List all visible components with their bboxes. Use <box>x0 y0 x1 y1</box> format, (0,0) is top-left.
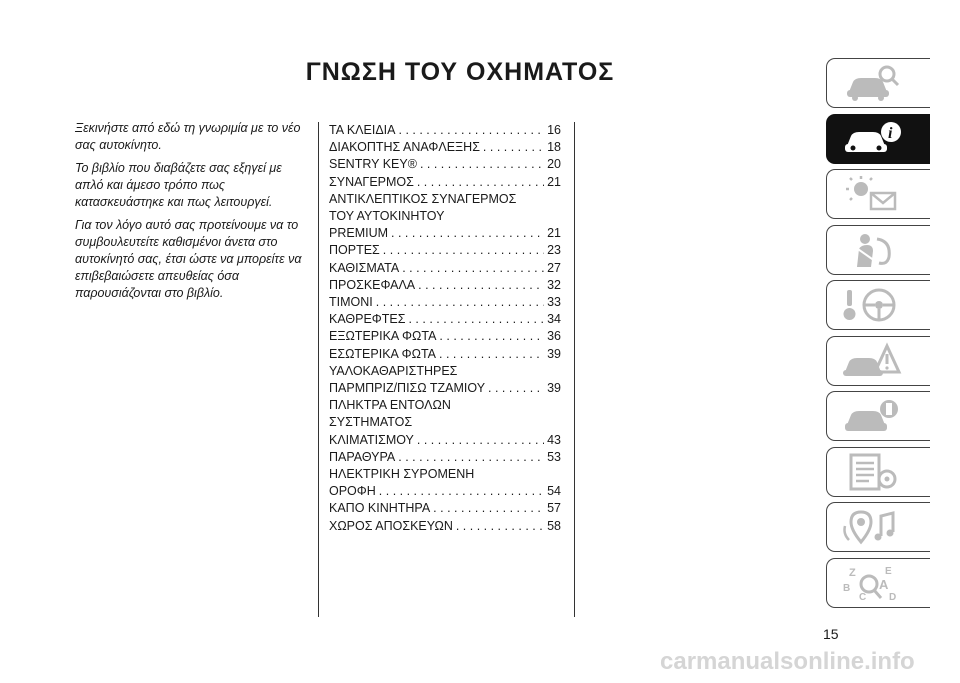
toc-leader-dots <box>433 500 544 517</box>
toc-leader-dots <box>383 242 544 259</box>
toc-entry-page: 27 <box>547 260 561 275</box>
toc-entry <box>329 397 561 414</box>
toc-entry <box>329 328 561 345</box>
watermark: carmanualsonline.info <box>660 648 915 675</box>
toc-entry-page: 58 <box>547 518 561 533</box>
toc-entry-page: 21 <box>547 174 561 189</box>
toc-entry <box>329 449 561 466</box>
toc-entry-label: ΠΡΟΣΚΕΦΑΛΑ <box>329 277 416 292</box>
toc-entry <box>329 260 561 277</box>
toc-entry <box>329 363 561 380</box>
toc-entry-page: 18 <box>547 140 561 155</box>
toc-entry <box>329 191 561 208</box>
toc-leader-dots <box>376 294 544 311</box>
toc-entry <box>329 208 561 225</box>
tab-warning-lights[interactable] <box>826 169 930 219</box>
toc-entry-label: ΟΡΟΦΗ <box>329 484 376 499</box>
toc-leader-dots <box>418 277 544 294</box>
toc-leader-dots <box>402 260 544 277</box>
svg-text:B: B <box>843 582 851 594</box>
toc-entry-label: ΤΙΜΟΝΙ <box>329 295 373 310</box>
toc-entry-label: ΠΑΡΑΘΥΡΑ <box>329 449 396 464</box>
toc-entry-label: PREMIUM <box>329 226 389 241</box>
toc-entry-label: ΠΑΡΜΠΡΙΖ/ΠΙΣΩ ΤΖΑΜΙΟΥ <box>329 381 486 396</box>
tab-maintenance[interactable] <box>826 391 930 441</box>
table-of-contents <box>329 122 561 535</box>
toc-entry <box>329 432 561 449</box>
tab-index[interactable] <box>826 558 930 608</box>
toc-entry <box>329 483 561 500</box>
toc-leader-dots <box>391 225 544 242</box>
toc-entry-label: ΚΛΙΜΑΤΙΣΜΟΥ <box>329 432 414 447</box>
toc-entry-label: ΔΙΑΚΟΠΤΗΣ ΑΝΑΦΛΕΞΗΣ <box>329 140 480 155</box>
toc-entry <box>329 294 561 311</box>
toc-entry-page: 57 <box>547 501 561 516</box>
toc-entry-label: ΕΞΩΤΕΡΙΚΑ ΦΩΤΑ <box>329 329 437 344</box>
toc-leader-dots <box>379 483 544 500</box>
toc-entry-page: 54 <box>547 484 561 499</box>
toc-entry <box>329 122 561 139</box>
intro-text <box>75 120 310 308</box>
toc-entry-label: ΠΟΡΤΕΣ <box>329 243 380 258</box>
toc-leader-dots <box>398 449 544 466</box>
toc-entry-page: 33 <box>547 295 561 310</box>
toc-entry <box>329 380 561 397</box>
toc-leader-dots <box>417 432 544 449</box>
toc-entry-page: 43 <box>547 432 561 447</box>
toc-entry <box>329 174 561 191</box>
toc-entry-page: 39 <box>547 381 561 396</box>
car-emergency-icon <box>841 342 903 380</box>
toc-leader-dots <box>408 311 544 328</box>
tab-multimedia[interactable] <box>826 502 930 552</box>
toc-entry-label: ΕΣΩΤΕΡΙΚΑ ΦΩΤΑ <box>329 346 437 361</box>
svg-text:Z: Z <box>849 566 856 579</box>
toc-entry-page: 34 <box>547 312 561 327</box>
toc-entry-label: ΤΟΥ ΑΥΤΟΚΙΝΗΤΟΥ <box>329 209 445 224</box>
toc-leader-dots <box>483 139 544 156</box>
toc-entry <box>329 139 561 156</box>
svg-text:E: E <box>885 565 892 577</box>
toc-entry-page: 23 <box>547 243 561 258</box>
safety-airbag-icon <box>841 231 903 269</box>
intro-paragraph: Για τον λόγο αυτό σας προτείνουμε να το συμβουλευτείτε καθισμένοι άνετα στο αυτοκίνητό σας, έτσι ώστε να μπορείτε να επιβεβαιώσετε απευθείας όσα παρουσιάζονται στο βιβλίο. <box>75 218 302 300</box>
toc-entry <box>329 414 561 431</box>
toc-entry-label: ΚΑΠΟ ΚΙΝΗΤΗΡΑ <box>329 501 431 516</box>
tab-safety[interactable] <box>826 225 930 275</box>
toc-entry-page: 21 <box>547 226 561 241</box>
toc-entry-page: 20 <box>547 157 561 172</box>
toc-entry-label: ΗΛΕΚΤΡΙΚΗ ΣΥΡΟΜΕΝΗ <box>329 467 475 482</box>
toc-entry-label: ΤΑ ΚΛΕΙΔΙΑ <box>329 123 396 137</box>
toc-leader-dots <box>488 380 544 397</box>
toc-entry-label: ΚΑΘΙΣΜΑΤΑ <box>329 260 400 275</box>
column-divider-left <box>318 122 319 617</box>
technical-data-icon <box>841 453 903 491</box>
toc-entry-page: 32 <box>547 277 561 292</box>
tab-technical-data[interactable] <box>826 447 930 497</box>
svg-text:D: D <box>889 591 897 602</box>
toc-entry <box>329 500 561 517</box>
toc-entry-label: ΠΛΗΚΤΡΑ ΕΝΤΟΛΩΝ <box>329 398 451 413</box>
toc-leader-dots <box>399 122 545 139</box>
toc-entry-label: ΑΝΤΙΚΛΕΠΤΙΚΟΣ ΣΥΝΑΓΕΡΜΟΣ <box>329 191 517 206</box>
steering-wheel-key-icon <box>841 286 903 324</box>
toc-entry <box>329 242 561 259</box>
intro-paragraph: Ξεκινήστε από εδώ τη γνωριμία με το νέο σας αυτοκίνητο. <box>75 121 301 152</box>
intro-paragraph: Το βιβλίο που διαβάζετε σας εξηγεί με απλό και άμεσο τρόπο πως κατασκευάστηκε και πως λειτουργεί. <box>75 161 282 209</box>
car-info-icon <box>841 120 903 158</box>
toc-entry <box>329 346 561 363</box>
tab-starting-driving[interactable] <box>826 280 930 330</box>
toc-entry-page: 36 <box>547 329 561 344</box>
toc-leader-dots <box>420 156 544 173</box>
toc-entry-label: ΥΑΛΟΚΑΘΑΡΙΣΤΗΡΕΣ <box>329 363 458 378</box>
toc-entry-label: ΣΥΝΑΓΕΡΜΟΣ <box>329 174 414 189</box>
toc-leader-dots <box>417 174 544 191</box>
toc-entry <box>329 156 561 173</box>
toc-entry <box>329 466 561 483</box>
tab-car-search[interactable] <box>826 58 930 108</box>
column-divider-right <box>574 122 575 617</box>
index-abc-icon <box>841 564 903 602</box>
svg-text:i: i <box>888 124 893 142</box>
toc-entry-label: SENTRY KEY® <box>329 157 417 172</box>
car-service-icon <box>841 397 903 435</box>
toc-entry <box>329 311 561 328</box>
toc-leader-dots <box>439 328 544 345</box>
toc-entry <box>329 518 561 535</box>
toc-entry-label: ΧΩΡΟΣ ΑΠΟΣΚΕΥΩΝ <box>329 518 453 533</box>
svg-text:C: C <box>859 591 867 602</box>
tab-emergency[interactable] <box>826 336 930 386</box>
toc-entry <box>329 225 561 242</box>
toc-entry-label: ΚΑΘΡΕΦΤΕΣ <box>329 312 406 327</box>
toc-entry <box>329 277 561 294</box>
page-number: 15 <box>823 626 839 642</box>
toc-leader-dots <box>456 518 544 535</box>
toc-entry-page: 53 <box>547 449 561 464</box>
toc-entry-label: ΣΥΣΤΗΜΑΤΟΣ <box>329 415 413 430</box>
toc-leader-dots <box>439 346 544 363</box>
warning-lights-message-icon <box>841 175 903 213</box>
multimedia-icon <box>841 508 903 546</box>
car-search-icon <box>841 64 903 102</box>
toc-entry-page: 16 <box>547 123 561 137</box>
chapter-tabs <box>826 58 930 613</box>
svg-text:A: A <box>879 576 889 592</box>
page-title: ΓΝΩΣΗ ΤΟΥ ΟΧΗΜΑΤΟΣ <box>305 58 615 86</box>
toc-entry-page: 39 <box>547 346 561 361</box>
tab-car-info[interactable] <box>826 114 930 164</box>
